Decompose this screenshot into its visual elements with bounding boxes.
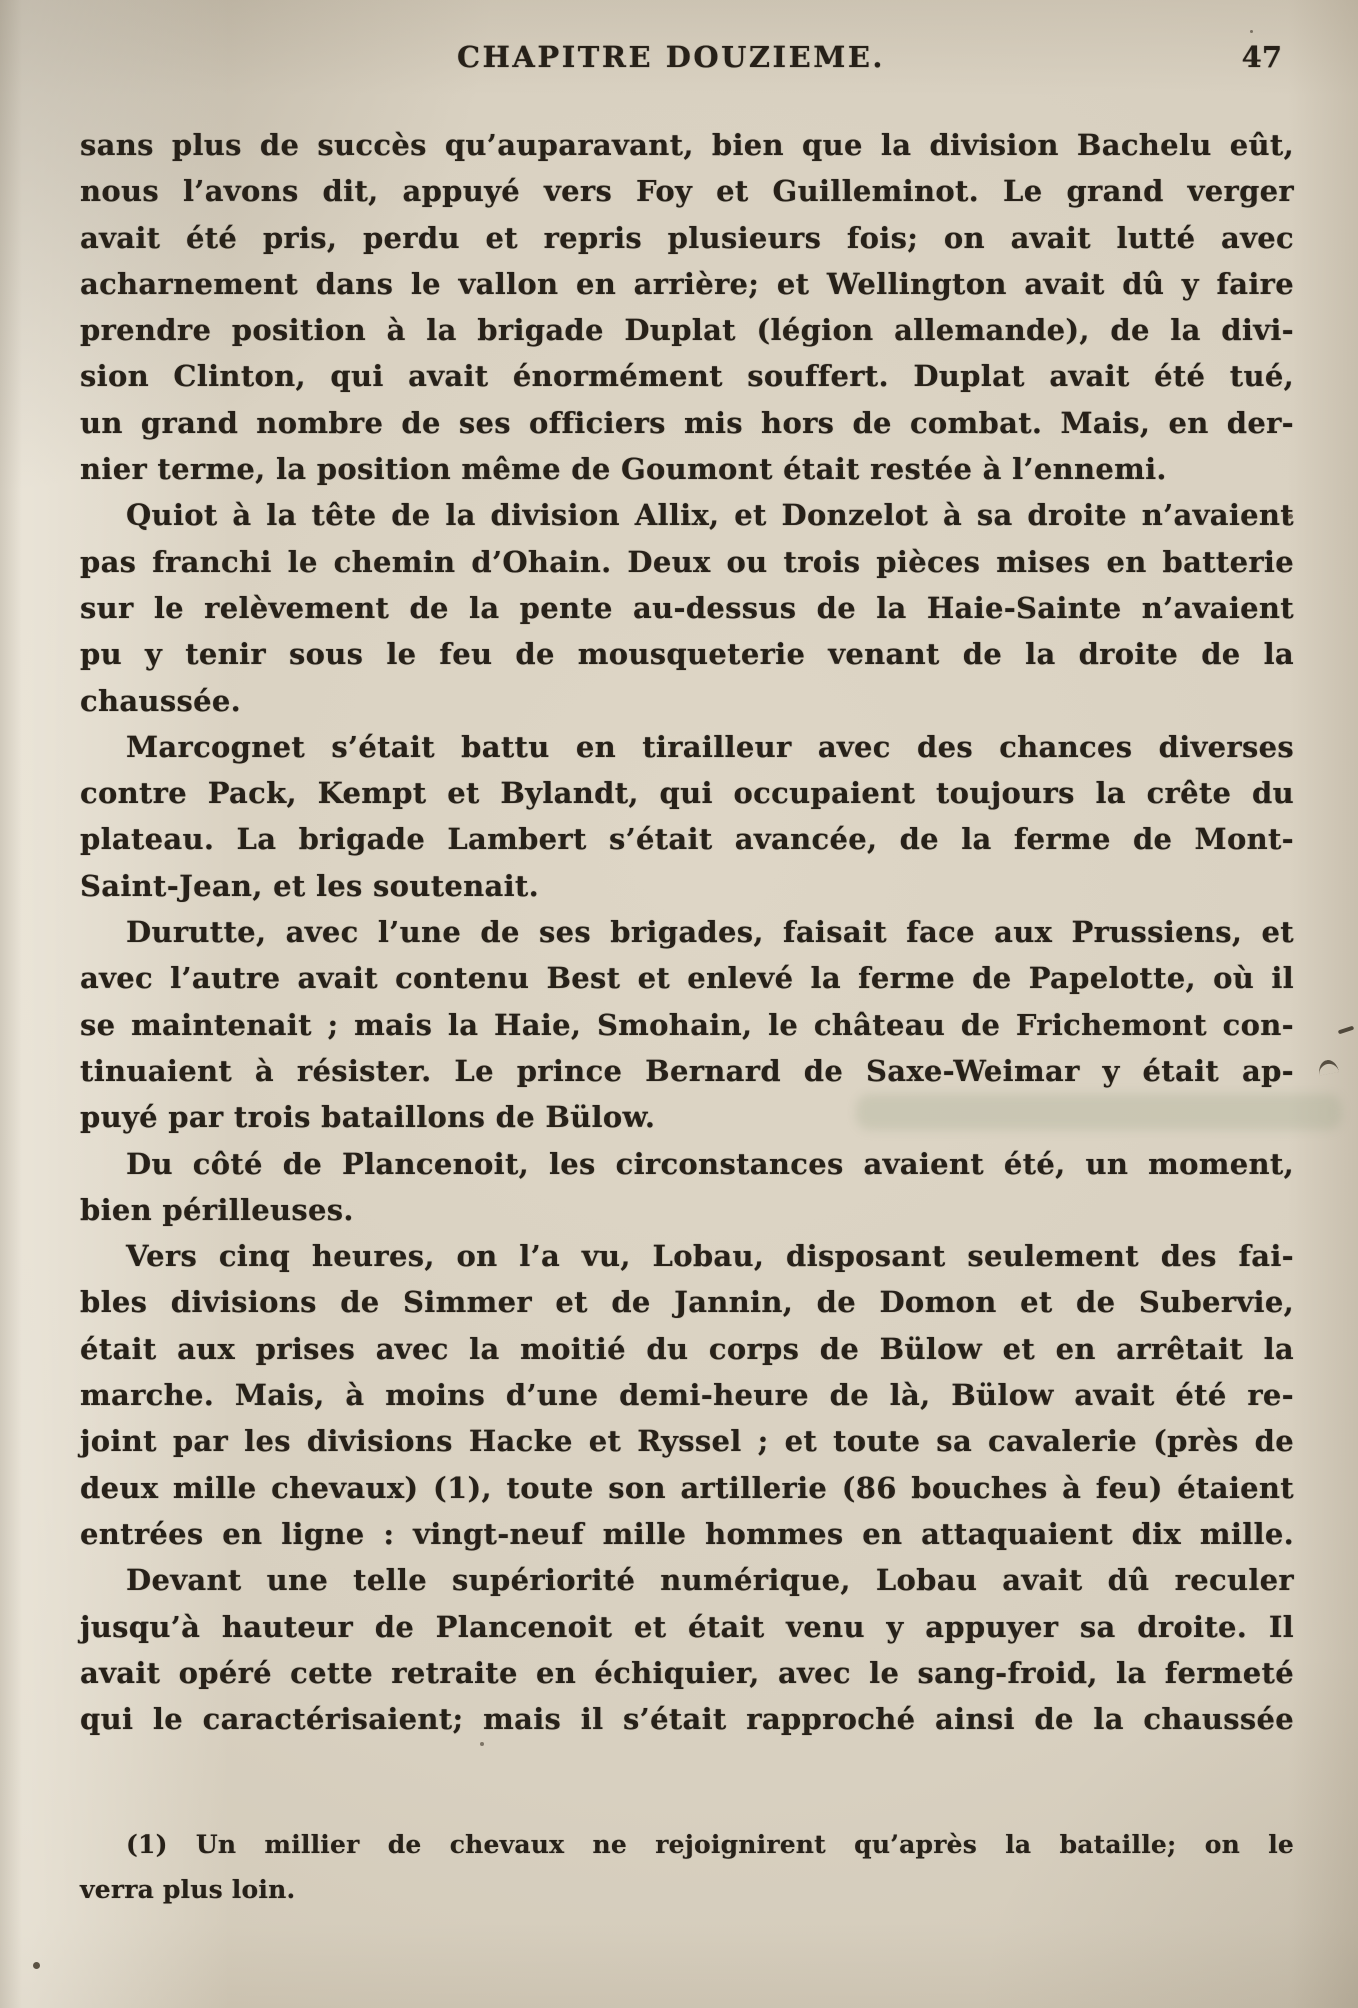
- page-number: 47: [1241, 40, 1282, 74]
- text-line: sion Clinton, qui avait énormément souffert. Duplat avait été tué,: [80, 359, 1294, 394]
- text-line: Saint-Jean, et les soutenait.: [80, 868, 540, 903]
- text-line: prendre position à la brigade Duplat (légion allemande), de la divi-: [80, 313, 1294, 348]
- footnote-line: verra plus loin.: [80, 1875, 296, 1904]
- ink-speck: [1250, 30, 1253, 33]
- ink-speck: [480, 1742, 484, 1746]
- text-line: chaussée.: [80, 683, 241, 718]
- text-line: Marcognet s’était battu en tirailleur avec des chances diverses: [126, 729, 1294, 764]
- text-line: acharnement dans le vallon en arrière; et Wellington avait dû y faire: [80, 266, 1294, 301]
- margin-tick-mark: [1338, 1026, 1354, 1035]
- text-line: sur le relèvement de la pente au-dessus de la Haie-Sainte n’avaient: [80, 590, 1294, 625]
- text-line: puyé par trois bataillons de Bülow.: [80, 1100, 656, 1135]
- text-line: plateau. La brigade Lambert s’était avancée, de la ferme de Mont-: [80, 822, 1294, 857]
- text-line: entrées en ligne : vingt-neuf mille hommes en attaquaient dix mille.: [80, 1516, 1294, 1551]
- footnote-line: (1) Un millier de chevaux ne rejoignirent qu’après la bataille; on le: [126, 1830, 1294, 1859]
- chapter-heading: CHAPITRE DOUZIEME.: [456, 40, 886, 74]
- text-line: avait opéré cette retraite en échiquier, avec le sang-froid, la fermeté: [80, 1655, 1294, 1690]
- text-line: se maintenait ; mais la Haie, Smohain, le château de Frichemont con-: [80, 1007, 1294, 1042]
- page-header: [80, 40, 1294, 84]
- text-line: avec l’autre avait contenu Best et enlevé la ferme de Papelotte, où il: [80, 961, 1294, 996]
- text-line: deux mille chevaux) (1), toute son artillerie (86 bouches à feu) étaient: [80, 1470, 1294, 1505]
- text-line: nier terme, la position même de Goumont était restée à l’ennemi.: [80, 452, 1167, 487]
- text-line: sans plus de succès qu’auparavant, bien que la division Bachelu eût,: [80, 128, 1294, 162]
- text-line: pas franchi le chemin d’Ohain. Deux ou trois pièces mises en batterie: [80, 544, 1294, 579]
- text-line: pu y tenir sous le feu de mousqueterie venant de la droite de la: [80, 637, 1294, 672]
- text-line: tinuaient à résister. Le prince Bernard de Saxe-Weimar y était ap-: [80, 1053, 1294, 1088]
- text-line: nous l’avons dit, appuyé vers Foy et Guilleminot. Le grand verger: [80, 174, 1294, 209]
- text-line: avait été pris, perdu et repris plusieurs fois; on avait lutté avec: [80, 220, 1294, 255]
- text-line: joint par les divisions Hacke et Ryssel ; et toute sa cavalerie (près de: [80, 1424, 1294, 1459]
- text-line: bles divisions de Simmer et de Jannin, de Domon et de Subervie,: [80, 1285, 1294, 1320]
- text-line: contre Pack, Kempt et Bylandt, qui occupaient toujours la crête du: [80, 776, 1294, 811]
- text-line: était aux prises avec la moitié du corps de Bülow et en arrêtait la: [80, 1331, 1294, 1366]
- text-line: qui le caractérisaient; mais il s’était rapproché ainsi de la chaussée: [80, 1702, 1294, 1737]
- text-line: marche. Mais, à moins d’une demi-heure de là, Bülow avait été re-: [80, 1378, 1294, 1413]
- text-line: bien périlleuses.: [80, 1192, 354, 1227]
- body-text: [80, 122, 1294, 1742]
- text-line: Vers cinq heures, on l’a vu, Lobau, disposant seulement des fai-: [126, 1239, 1294, 1274]
- text-line: Du côté de Plancenoit, les circonstances avaient été, un moment,: [126, 1146, 1294, 1181]
- margin-curl-mark: [1317, 1058, 1339, 1075]
- text-line: Durutte, avec l’une de ses brigades, faisait face aux Prussiens, et: [126, 915, 1294, 950]
- text-line: jusqu’à hauteur de Plancenoit et était venu y appuyer sa droite. Il: [80, 1609, 1294, 1644]
- text-line: un grand nombre de ses officiers mis hors de combat. Mais, en der-: [80, 405, 1294, 440]
- footnote: [80, 1822, 1294, 1912]
- text-line: Devant une telle supériorité numérique, Lobau avait dû reculer: [126, 1563, 1294, 1598]
- ink-speck: [33, 1962, 40, 1969]
- text-line: Quiot à la tête de la division Allix, et Donzelot à sa droite n’avaient: [126, 498, 1294, 533]
